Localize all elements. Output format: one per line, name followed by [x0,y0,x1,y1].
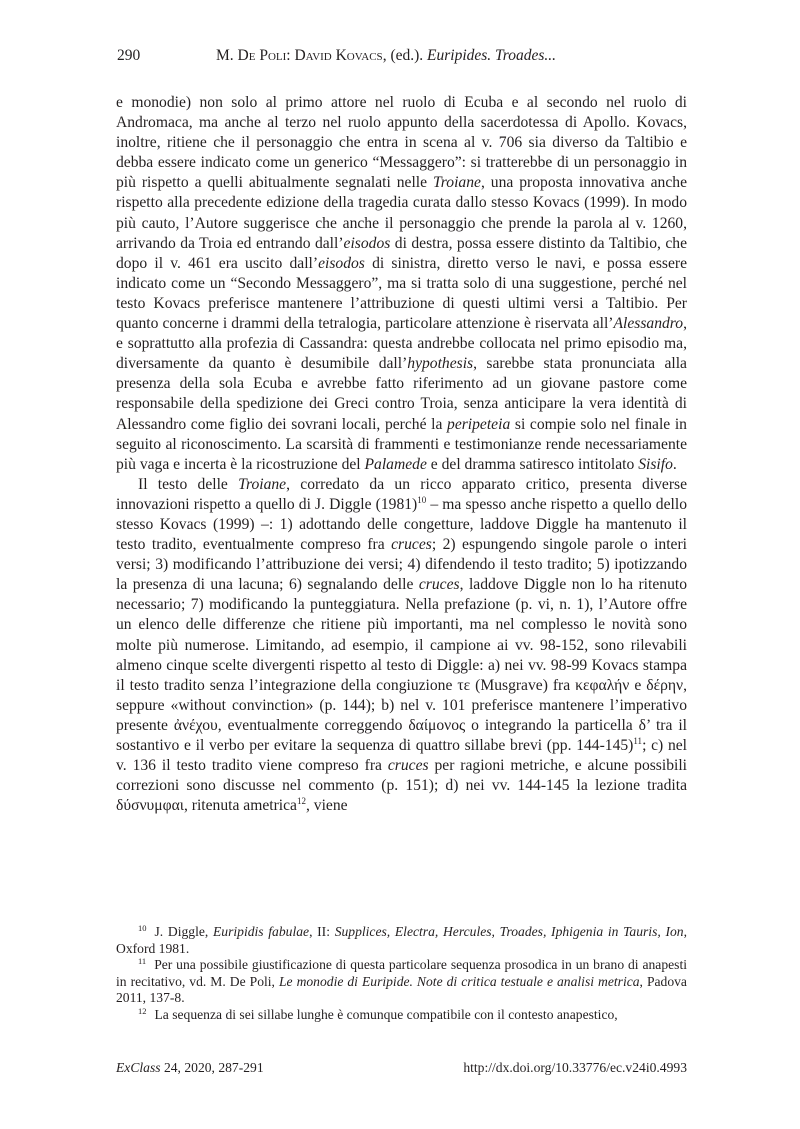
italic-text: Supplices, Electra, Hercules, Troades, Iphigenia in Tauris, Ion [334,924,684,939]
editor-note: , (ed.). [382,47,428,64]
italic-text: hypothesis [407,355,474,373]
journal-name: ExClass [116,1060,161,1075]
italic-text: peripeteia [447,415,511,433]
journal-citation [116,1058,264,1078]
page-footer [116,1058,687,1078]
italic-text: eisodos [343,234,391,252]
running-title [216,46,556,66]
footnote-ref: 12 [296,796,306,807]
footnote: $^{11}$ Per una possibile giustificazione di questa particolare sequenza prosodica in un brano di anapesti in recitativo, vd. M. De Poli, Le monodie di Euripide. Note di critica testuale e analisi metrica, Padova 2011, 137-8. [116,956,687,1006]
italic-text: Troiane [432,174,481,192]
footnote-number: 10 [138,923,147,933]
citation-details: 24, 2020, 287-291 [160,1060,264,1075]
italic-text: Alessandro [613,315,684,333]
italic-text: cruces [391,536,432,554]
italic-text: Palamede [364,455,427,473]
footnote-ref: 10 [417,494,427,505]
footnote: $^{10}$ J. Diggle, Euripidis fabulae, II: Supplices, Electra, Hercules, Troades, Iphigenia in Tauris, Ion, Oxford 1981. [116,923,687,956]
body-text [116,93,687,816]
page-number: 290 [117,47,141,64]
italic-text: Le monodie di Euripide. Note di critica testuale e analisi metrica [278,973,640,989]
italic-text: eisodos [318,254,365,272]
title-separator: : [286,47,295,64]
review-author: M. De Poli [216,47,287,64]
italic-text: cruces [418,576,460,594]
paragraph: e monodie) non solo al primo attore nel ruolo di Ecuba e al secondo nel ruolo di Andromaca, ma anche al terzo nel ruolo appunto della sacerdotessa di Apollo. Kovacs, inoltre, ritiene che il personaggio che entra in scena al v. 706 sia diverso da Taltibio e debba essere indicato come un generico “Messaggero”: si tratterebbe di un personaggio in più rispetto a quelli abitualmente segnalati nelle Troiane, una proposta innovativa anche rispetto alla precedente edizione della tragedia curata dallo stesso Kovacs (1999). In modo più cauto, l’Autore suggerisce che anche il personaggio che prende la parola al v. 1260, arrivando da Troia ed entrando dall’eisodos di destra, possa essere distinto da Taltibio, che dopo il v. 461 era uscito dall’eisodos di sinistra, diretto verso le navi, e possa essere indicato come un “Secondo Messaggero”, ma si tratta solo di una suggestione, perché nel testo Kovacs preferisce mantenere l’attribuzione di questi ultimi versi a Taltibio. Per quanto concerne i drammi della tetralogia, particolare attenzione è riservata all’Alessandro, e soprattutto alla profezia di Cassandra: questa andrebbe collocata nel primo episodio ma, diversamente da quanto è desumibile dall’hypothesis, sarebbe stata pronunciata alla presenza della sola Ecuba e avrebbe fatto riferimento ad un giovane pastore come responsabile della spedizione dei Greci contro Troia, senza anticipare la vera identità di Alessandro come figlio dei sovrani locali, perché la peripeteia si compie solo nel finale in seguito al riconoscimento. La scarsità di frammenti e testimonianze rende necessariamente più vaga e incerta è la ricostruzione del Palamede e del dramma satiresco intitolato Sisifo. [116,94,687,473]
italic-text: cruces [387,757,429,775]
running-head [117,46,687,66]
italic-text: Troiane [238,475,287,493]
footnote-number: 11 [138,956,147,967]
paragraph: Il testo delle Troiane, corredato da un ricco apparato critico, presenta diverse innovazioni rispetto a quello di J. Diggle $(1981)^{10}$ – ma spesso anche rispetto a quello dello stesso Kovacs (1999) –: 1) adottando delle congetture, laddove Diggle ha mantenuto il testo tradito, eventualmente compreso fra cruces; 2) espungendo singole parole o interi versi; 3) modificando l’attribuzione dei versi; 4) difendendo il testo tradito; 5) ipotizzando la presenza di una lacuna; 6) segnalando delle cruces, laddove Diggle non lo ha ritenuto necessario; 7) modificando la punteggiatura. Nella prefazione (p. vi, n. 1), l’Autore offre un elenco delle differenze che ritiene più importanti, ma nel complesso le novità sono molte più numerose. Limitando, ad esempio, il campione ai vv. 98-152, sono rilevabili almeno cinque scelte divergenti rispetto al testo di Diggle: a) nei vv. 98-99 Kovacs stampa il testo tradito senza l’integrazione della congiuzione τε (Musgrave) fra κεφαλήν e δέρην, seppure «without convinction» (p. 144); b) nel v. 101 preferisce mantenere l’imperativo presente ἀνέχου, eventualmente correggendo δαίμονος o integrando la particella δ’ tra il sostantivo e il verbo per evitare la sequenza di quattro sillabe brevi (pp. 144-145)$^{11}$; c) nel v. 136 il testo tradito viene compreso fra cruces per ragioni metriche, e alcune possibili correzioni sono discusse nel commento (p. 151); d) nei vv. 144-145 la lezione tradita δύσνυμφαι, ritenuta ametrica$^{12}$, viene [116,475,688,815]
doi-link[interactable]: http://dx.doi.org/10.33776/ec.v24i0.4993 [463,1060,687,1075]
footnotes [116,924,687,1024]
reviewed-author: David Kovacs [294,47,383,64]
italic-text: Euripidis fabulae [212,924,310,939]
footnote: $^{12}$ La sequenza di sei sillabe lunghe è comunque compatibile con il contesto anapestico, [138,1005,618,1022]
italic-text: Sisifo [638,455,673,473]
footnote-number: 12 [138,1005,147,1016]
footnote-ref: 11 [633,736,643,746]
reviewed-work-title: Euripides. Troades... [427,47,557,64]
